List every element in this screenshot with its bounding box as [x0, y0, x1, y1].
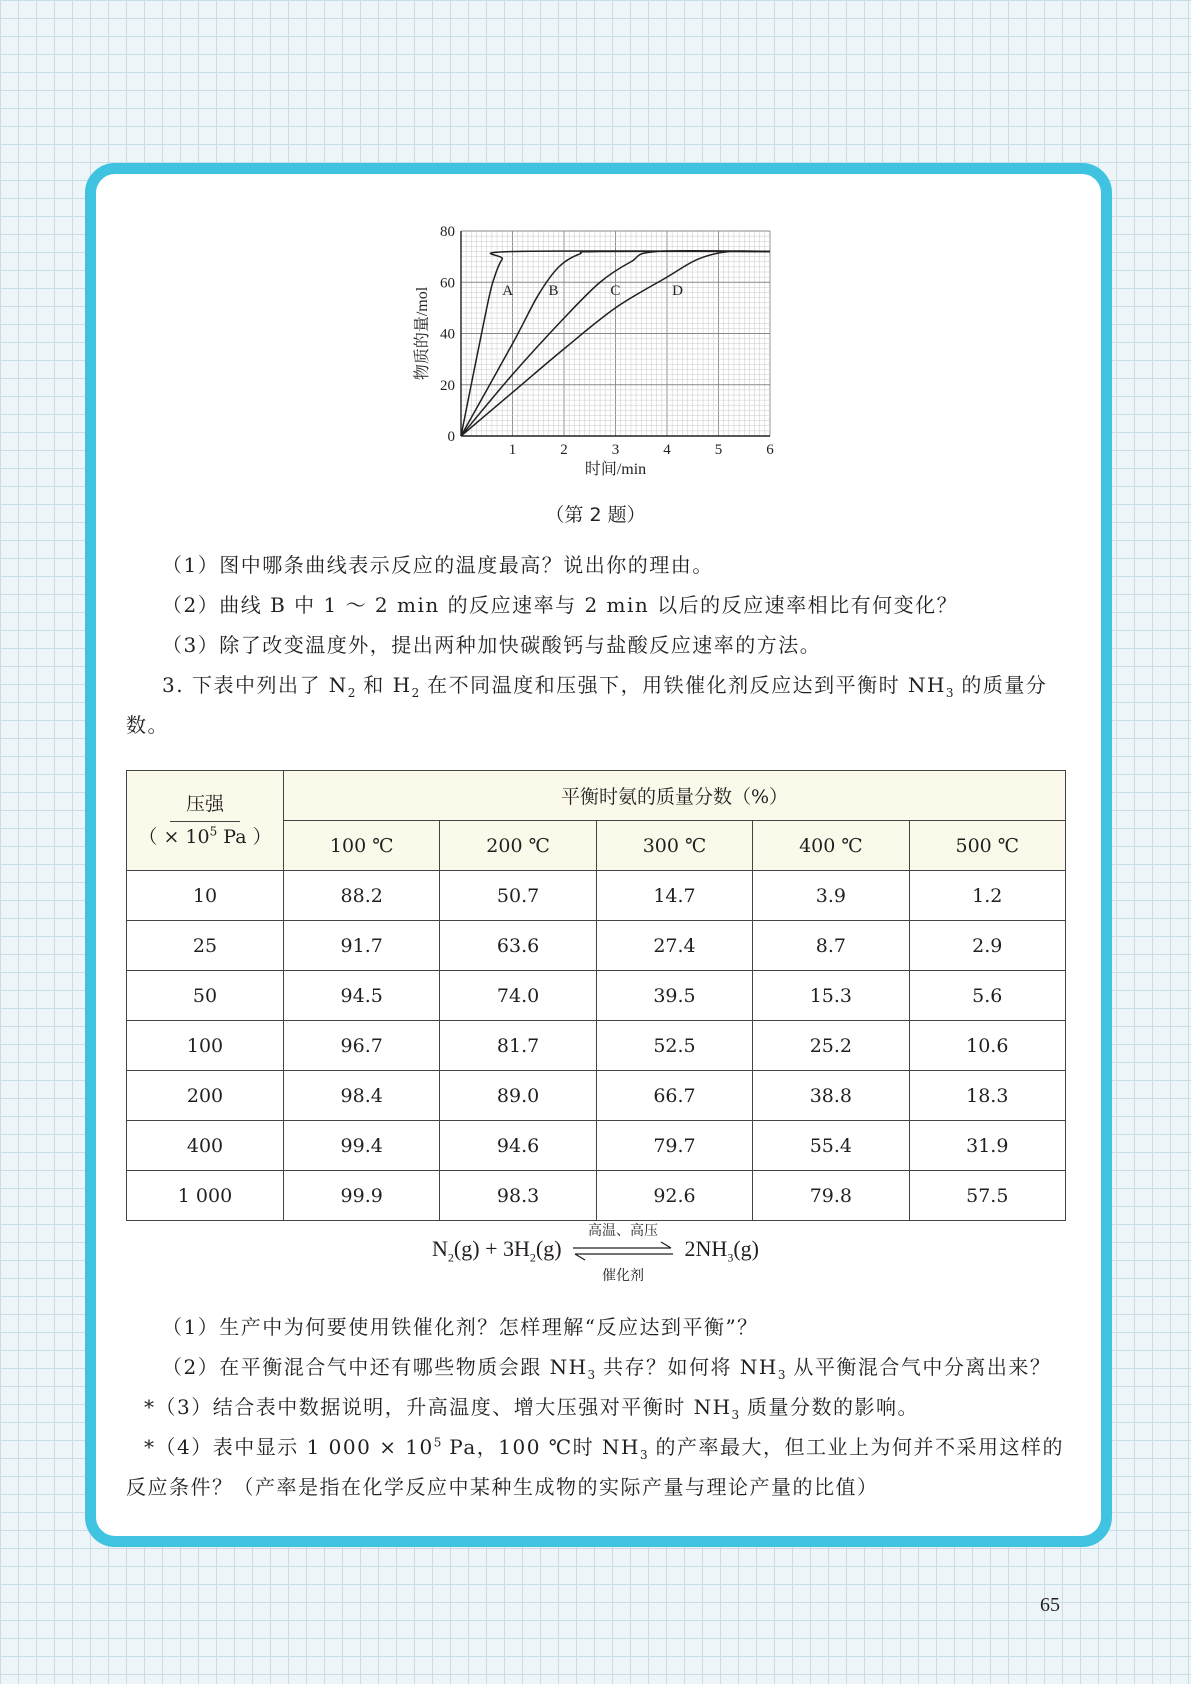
x-axis-label: 时间/min [584, 461, 647, 478]
page-number: 65 [1040, 1594, 1060, 1616]
y-tick-label: 80 [440, 224, 455, 240]
y-tick-label: 60 [440, 275, 455, 292]
value-cell: 88.2 [284, 871, 440, 921]
table-row [127, 1171, 1066, 1221]
value-cell: 94.5 [284, 971, 440, 1021]
question-2-part: （2）曲线 B 中 1 ～ 2 min 的反应速率与 2 min 以后的反应速率相比有何变化？ [162, 593, 959, 617]
y-tick-label: 40 [440, 326, 455, 343]
value-cell: 27.4 [596, 921, 752, 971]
table-row [127, 1121, 1066, 1171]
table-row [127, 921, 1066, 971]
value-cell: 39.5 [596, 971, 752, 1021]
x-tick-label: 2 [560, 442, 568, 458]
value-cell: 10.6 [909, 1021, 1065, 1071]
value-cell: 15.3 [753, 971, 909, 1021]
value-cell: 98.3 [440, 1171, 596, 1221]
table-row [127, 871, 1066, 921]
table-row [127, 1071, 1066, 1121]
series-label-b: B [548, 283, 559, 300]
pressure-cell: 100 [127, 1021, 284, 1071]
value-cell: 5.6 [909, 971, 1065, 1021]
value-cell: 94.6 [440, 1121, 596, 1171]
temperature-header: 500 ℃ [909, 821, 1065, 871]
y-tick-label: 20 [440, 377, 455, 394]
value-cell: 31.9 [909, 1121, 1065, 1171]
haber-equation: $N_2(g) + 3H_2(g)$ 高温、高压 催化剂 $2NH_3(g)$ [432, 1222, 759, 1284]
value-cell: 1.2 [909, 871, 1065, 921]
series-label-d: D [672, 283, 683, 300]
value-cell: 99.9 [284, 1171, 440, 1221]
value-cell: 63.6 [440, 921, 596, 971]
value-cell: 89.0 [440, 1071, 596, 1121]
question-2-part: （1）图中哪条曲线表示反应的温度最高？说出你的理由。 [162, 553, 714, 577]
value-cell: 79.8 [753, 1171, 909, 1221]
value-cell: 98.4 [284, 1071, 440, 1121]
value-cell: 99.4 [284, 1121, 440, 1171]
question-3-intro: 3. 下表中列出了 $N_2$ 和 $H_2$ 在不同温度和压强下，用铁催化剂反应达到平衡时 $NH_3$ 的质量分数。 [126, 673, 1048, 737]
table-row [127, 971, 1066, 1021]
x-tick-label: 5 [714, 442, 723, 458]
pressure-cell: 400 [127, 1121, 284, 1171]
figure-caption: （第 2 题） [545, 504, 646, 526]
value-cell: 8.7 [753, 921, 909, 971]
value-cell: 66.7 [596, 1071, 752, 1121]
temperature-header: 400 ℃ [753, 821, 909, 871]
question-2-part: （3）除了改变温度外，提出两种加快碳酸钙与盐酸反应速率的方法。 [162, 633, 822, 657]
value-cell: 18.3 [909, 1071, 1065, 1121]
value-cell: 2.9 [909, 921, 1065, 971]
question-3-part-2: （2）在平衡混合气中还有哪些物质会跟 $NH_3$ 共存？如何将 $NH_3$ 从平衡混合气中分离出来？ [162, 1355, 1052, 1382]
value-cell: 52.5 [596, 1021, 752, 1071]
value-cell: 91.7 [284, 921, 440, 971]
value-cell: 25.2 [753, 1021, 909, 1071]
value-cell: 92.6 [596, 1171, 752, 1221]
temperature-header: 300 ℃ [596, 821, 752, 871]
reaction-chart [395, 213, 785, 483]
x-tick-label: 4 [663, 442, 671, 458]
pressure-cell: 1 000 [127, 1171, 284, 1221]
reversible-arrow-icon: 高温、高压 催化剂 [571, 1239, 675, 1263]
y-tick-label: 0 [447, 429, 455, 445]
mass-fraction-header: 平衡时氨的质量分数（%） [284, 771, 1066, 821]
value-cell: 3.9 [753, 871, 909, 921]
series-label-c: C [610, 283, 621, 300]
table-row [127, 1021, 1066, 1071]
x-tick-label: 1 [508, 442, 517, 458]
ammonia-equilibrium-table [126, 770, 1066, 1221]
value-cell: 96.7 [284, 1021, 440, 1071]
value-cell: 55.4 [753, 1121, 909, 1171]
question-3-part-3: *（3）结合表中数据说明，升高温度、增大压强对平衡时 $NH_3$ 质量分数的影响。 [144, 1395, 920, 1422]
value-cell: 79.7 [596, 1121, 752, 1171]
value-cell: 14.7 [596, 871, 752, 921]
temperature-header: 200 ℃ [440, 821, 596, 871]
series-label-a: A [502, 283, 514, 300]
x-tick-label: 3 [611, 442, 620, 458]
question-3-part-4: *（4）表中显示 1 $000 \times 10^5$ Pa，100 ℃时 $NH_3$ 的产率最大，但工业上为何并不采用这样的反应条件？（产率是指在化学反应中某种生成物的实际产量与理论产量的比值） [126, 1435, 1064, 1499]
question-3-part-1: （1）生产中为何要使用铁催化剂？怎样理解“反应达到平衡”？ [162, 1315, 759, 1339]
pressure-cell: 200 [127, 1071, 284, 1121]
pressure-cell: 25 [127, 921, 284, 971]
pressure-header: 压强 （ × $10^5$ Pa ） [127, 771, 284, 871]
value-cell: 81.7 [440, 1021, 596, 1071]
pressure-cell: 10 [127, 871, 284, 921]
value-cell: 57.5 [909, 1171, 1065, 1221]
value-cell: 38.8 [753, 1071, 909, 1121]
value-cell: 50.7 [440, 871, 596, 921]
y-axis-label: 物质的量/mol [414, 286, 431, 381]
pressure-cell: 50 [127, 971, 284, 1021]
value-cell: 74.0 [440, 971, 596, 1021]
x-tick-label: 6 [766, 442, 774, 458]
temperature-header: 100 ℃ [284, 821, 440, 871]
